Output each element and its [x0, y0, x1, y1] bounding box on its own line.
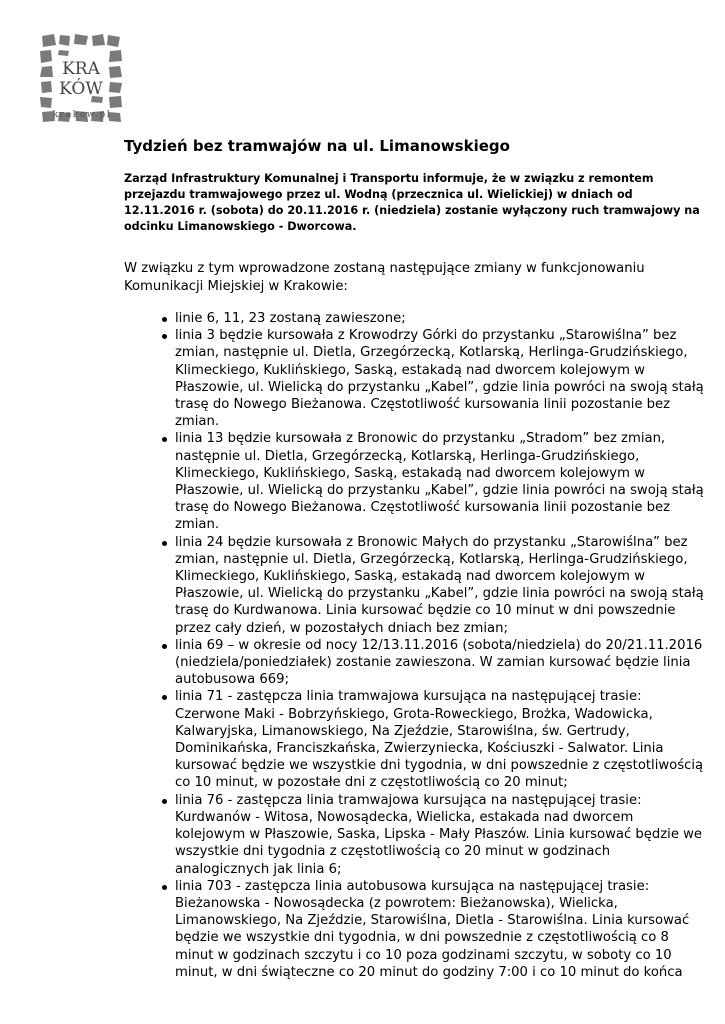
intro-paragraph: Zarząd Infrastruktury Komunalnej i Transportu informuje, że w związku z remontem przejazdu tramwajowego przez ul. Wodną (przecznica ul. Wielickiej) w dniach od 12.11.2016 r. (sobota) do 20.11.2016 r. (niedziela) zostanie wyłączony ruch tramwajowy na odcinku Limanowskiego - Dworcowa. [124, 172, 700, 233]
list-item: linia 24 będzie kursowała z Bronowic Małych do przystanku „Starowiślna” bez zmian, następnie ul. Dietla, Grzegórzecką, Kotlarską, Herlinga-Grudzińskiego, Klimeckiego, Kuklińskiego, Saską, estakadą nad dworcem kolejowym w Płaszowie, ul. Wielicką do przystanku „Kabel”, gdzie linia powróci na swoją stałą trasę do Kurdwanowa. Linia kursować będzie co 10 minut w dni powszednie przez cały dzień, w pozostałych dniach bez zmian; [124, 534, 704, 637]
list-item: linia 13 będzie kursowała z Bronowic do przystanku „Stradom” bez zmian, następnie ul. Dietla, Grzegórzecką, Kotlarską, Herlinga-Grudzińskiego, Klimeckiego, Kuklińskiego, Saską, estakadą nad dworcem kolejowym w Płaszowie, ul. Wielicką do przystanku „Kabel”, gdzie linia powróci na swoją stałą trasę do Nowego Bieżanowa. Częstotliwość kursowania linii pozostanie bez zmian. [124, 430, 704, 533]
list-item: linia 69 – w okresie od nocy 12/13.11.2016 (sobota/niedziela) do 20/21.11.2016 (niedziela/poniedziałek) zostanie zawieszona. W zamian kursować będzie linia autobusowa 669; [124, 637, 704, 689]
list-item: linia 71 - zastępcza linia tramwajowa kursująca na następującej trasie: Czerwone Maki - Bobrzyńskiego, Grota-Roweckiego, Brożka, Wadowicka, Kalwaryjska, Limanowskiego, Na Zjeździe, Starowiślna, św. Gertrudy, Dominikańska, Franciszkańska, Zwierzyniecka, Kościuszki - Salwator. Linia kursować będzie we wszystkie dni tygodnia, w dni powszednie z częstotliwością co 10 minut, w pozostałe dni z częstotliwością co 20 minut; [124, 688, 704, 791]
logo-caption: krakow.pl [52, 110, 112, 120]
list-item: linie 6, 11, 23 zostaną zawieszone; [124, 310, 704, 327]
list-item: linia 76 - zastępcza linia tramwajowa kursująca na następującej trasie: Kurdwanów - Witosa, Nowosądecka, Wielicka, estakada nad dworcem kolejowym w Płaszowie, Saska, Lipska - Mały Płaszów. Linia kursować będzie we wszystkie dni tygodnia z częstotliwością co 20 minut w godzinach analogicznych jak linia 6; [124, 792, 704, 878]
list-item: linia 3 będzie kursowała z Krowodrzy Górki do przystanku „Starowiślna” bez zmian, następnie ul. Dietla, Grzegórzecką, Kotlarską, Herlinga-Grudzińskiego, Klimeckiego, Kuklińskiego, Saską, estakadą nad dworcem kolejowym w Płaszowie, ul. Wielicką do przystanku „Kabel”, gdzie linia powróci na swoją stałą trasę do Nowego Bieżanowa. Częstotliwość kursowania linii pozostanie bez zmian. [124, 327, 704, 430]
logo-text-line2: KÓW [59, 79, 103, 99]
changes-list [124, 310, 704, 981]
list-item: linia 703 - zastępcza linia autobusowa kursująca na następującej trasie: Bieżanowska - Nowosądecka (z powrotem: Bieżanowska), Wielicka, Limanowskiego, Na Zjeździe, Starowiślna, Dietla - Starowiślna. Linia kursować będzie we wszystkie dni tygodnia, w dni powszednie z częstotliwością co 8 minut w godzinach szczytu i co 10 poza godzinami szczytu, w soboty co 10 minut, w dni świąteczne co 20 minut do godziny 7:00 i co 10 minut do końca [124, 878, 704, 981]
logo-text-line1: KRA [62, 59, 100, 79]
page-title: Tydzień bez tramwajów na ul. Limanowskiego [124, 137, 510, 155]
lead-paragraph: W związku z tym wprowadzone zostaną następujące zmiany w funkcjonowaniu Komunikacji Miejskiej w Krakowie: [124, 261, 645, 294]
